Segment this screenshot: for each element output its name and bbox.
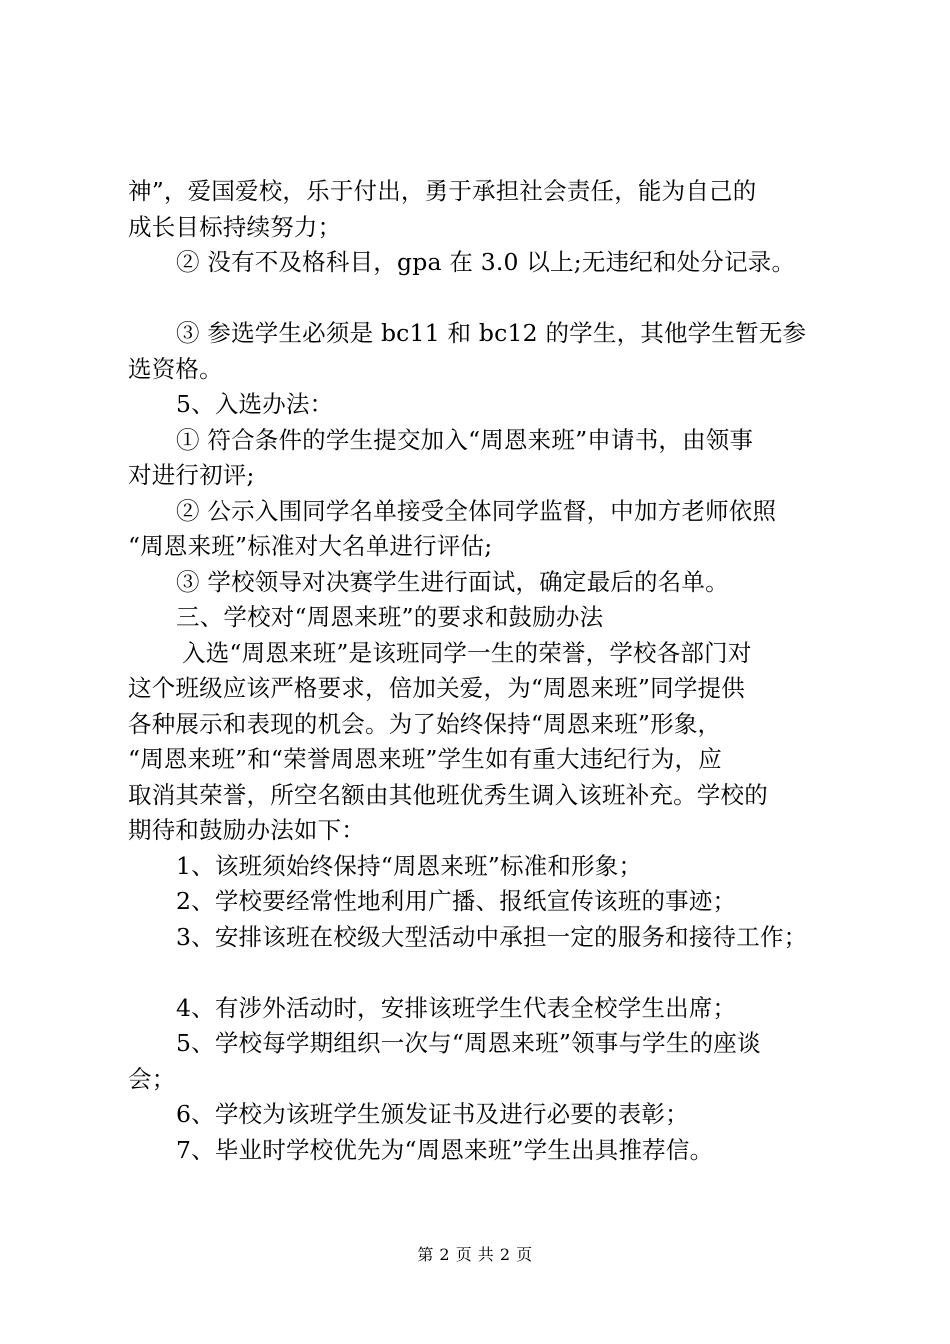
text-line: 各种展示和表现的机会。为了始终保持“周恩来班”形象， <box>128 709 722 738</box>
list-item: 5、学校每学期组织一次与“周恩来班”领事与学生的座谈 <box>176 1029 761 1057</box>
blank-line <box>128 281 838 317</box>
text-line: ② 没有不及格科目，gpa 在 3.0 以上;无违纪和处分记录。 <box>176 248 796 276</box>
blank-line <box>128 955 838 991</box>
section-heading: 三、学校对“周恩来班”的要求和鼓励办法 <box>176 603 604 631</box>
text-line: 取消其荣誉，所空名额由其他班优秀生调入该班补充。学校的 <box>128 780 768 809</box>
list-item: 3、安排该班在校级大型活动中承担一定的服务和接待工作； <box>176 922 808 951</box>
text-line: 这个班级应该严格要求，倍加关爱，为“周恩来班”同学提供 <box>128 674 745 702</box>
text-line: ③ 学校领导对决赛学生进行面试，确定最后的名单。 <box>176 567 729 596</box>
text-line: 对进行初评; <box>128 461 255 489</box>
text-line: 期待和鼓励办法如下： <box>128 816 365 844</box>
text-line: “周恩来班”和“荣誉周恩来班”学生如有重大违纪行为，应 <box>128 745 722 773</box>
list-item: 6、学校为该班学生颁发证书及进行必要的表彰； <box>176 1100 689 1128</box>
text-line: 成长目标持续努力； <box>128 212 342 241</box>
text-line: ② 公示入围同学名单接受全体同学监督，中加方老师依照 <box>176 496 777 525</box>
list-item: 7、毕业时学校优先为“周恩来班”学生出具推荐信。 <box>176 1135 714 1164</box>
text-line: 会； <box>128 1064 176 1093</box>
text-line: 神”，爱国爱校，乐于付出，勇于承担社会责任，能为自己的 <box>128 177 757 205</box>
text-line: 选资格。 <box>128 354 223 383</box>
text-line: ① 符合条件的学生提交加入“周恩来班”申请书，由领事 <box>176 425 754 454</box>
text-line: ③ 参选学生必须是 bc11 和 bc12 的学生，其他学生暂无参 <box>176 319 807 347</box>
text-line: “周恩来班”标准对大名单进行评估; <box>128 532 493 560</box>
list-item: 4、有涉外活动时，安排该班学生代表全校学生出席； <box>176 993 737 1022</box>
list-item: 1、该班须始终保持“周恩来班”标准和形象； <box>176 851 643 880</box>
document-body <box>128 174 838 1168</box>
section-heading: 5、入选办法： <box>176 390 334 418</box>
page-footer: 第 2 页 共 2 页 <box>417 1245 533 1264</box>
text-line: 入选“周恩来班”是该班同学一生的荣誉，学校各部门对 <box>182 638 752 667</box>
list-item: 2、学校要经常性地利用广播、报纸宣传该班的事迹； <box>176 887 737 915</box>
